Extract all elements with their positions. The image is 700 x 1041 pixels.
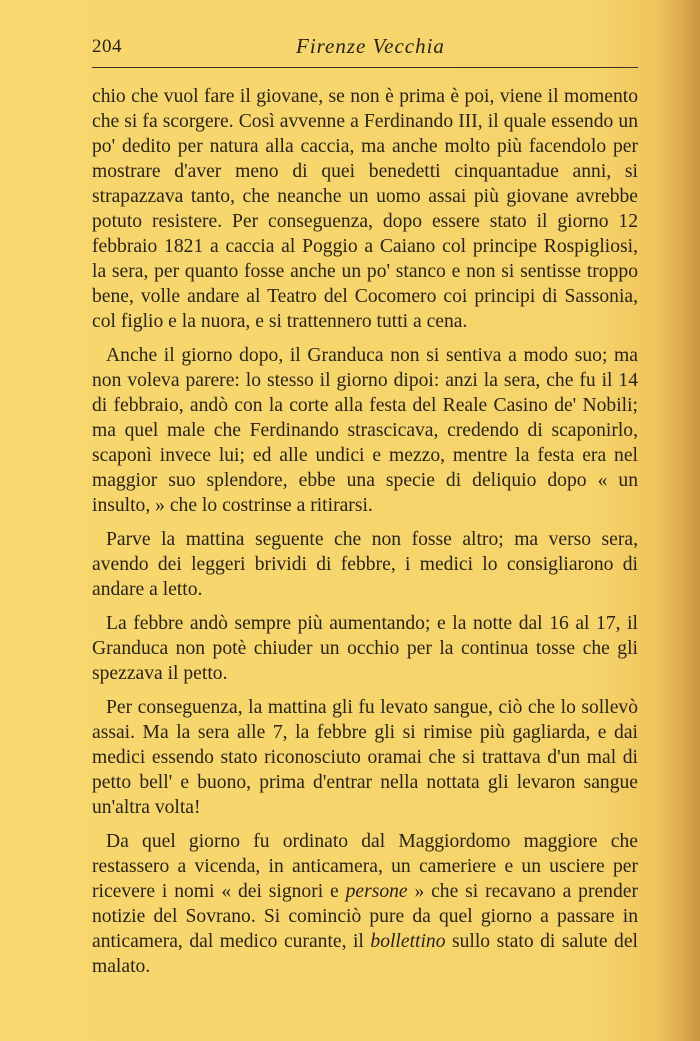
header-rule (92, 67, 638, 68)
paragraph-text: Per conseguenza, la mattina gli fu levato sangue, ciò che lo sollevò assai. Ma la sera alle 7, la febbre gli si rimise più gagliarda, e dai medici essendo stato riconosciuto oramai che si trattava d'un mal di petto bell' e buono, prima d'entrar nella nottata gli levaron sangue un'altra volta! (92, 697, 638, 818)
paragraph-text: Da quel giorno fu ordinato dal Maggiordomo maggiore che restassero a vicenda, in anticamera, un cameriere e un usciere per ricevere i nomi « dei signori e (92, 831, 638, 902)
paragraph (92, 343, 638, 518)
paragraph-text: Anche il giorno dopo, il Granduca non si sentiva a modo suo; ma non voleva parere: lo stesso il giorno dipoi: anzi la sera, che fu il 14 di febbraio, andò con la corte alla festa del Reale Casino de' Nobili; ma quel male che Ferdinando strascicava, credendo di scaponirlo, scaponì invece lui; ed alle undici e mezzo, mentre la festa era nel maggior suo splendore, ebbe una specie di deliquio dopo « un insulto, » che lo costrinse a ritirarsi. (92, 345, 638, 516)
paragraph-text: sullo stato di salute del malato. (92, 931, 638, 977)
paragraph (92, 695, 638, 820)
paragraph-text: » che si recavano a prender notizie del Sovrano. Si cominciò pure da quel giorno a passare in anticamera, dal medico curante, il (92, 881, 638, 952)
paragraph (92, 611, 638, 686)
paragraph (92, 527, 638, 602)
paragraph-text: Parve la mattina seguente che non fosse altro; ma verso sera, avendo dei leggeri brividi di febbre, i medici lo consigliarono di andare a letto. (92, 529, 638, 600)
italic-word-bollettino: bollettino (370, 931, 446, 952)
page-header (92, 30, 640, 70)
running-title: Firenze Vecchia (296, 34, 445, 58)
paragraph (92, 84, 638, 334)
body-text (92, 84, 638, 988)
page-number: 204 (92, 36, 122, 57)
paragraph (92, 829, 638, 979)
italic-word-persone: persone (345, 881, 408, 902)
paragraph-text: chio che vuol fare il giovane, se non è prima è poi, viene il momento che si fa scorgere. Così avvenne a Ferdinando III, il quale essendo un po' dedito per natura alla caccia, ma anche molto più facendolo per mostrare d'aver meno di quei benedetti cinquantadue anni, si strapazzava tanto, che neanche un uomo assai più giovane avrebbe potuto resistere. Per conseguenza, dopo essere stato il giorno 12 febbraio 1821 a caccia al Poggio a Caiano col principe Rospigliosi, la sera, per quanto fosse anche un po' stanco e non si sentisse troppo bene, volle andare al Teatro del Cocomero coi principi di Sassonia, col figlio e la nuora, e si trattennero tutti a cena. (92, 86, 638, 332)
paragraph-text: La febbre andò sempre più aumentando; e la notte dal 16 al 17, il Granduca non potè chiuder un occhio per la continua tosse che gli spezzava il petto. (92, 613, 638, 684)
